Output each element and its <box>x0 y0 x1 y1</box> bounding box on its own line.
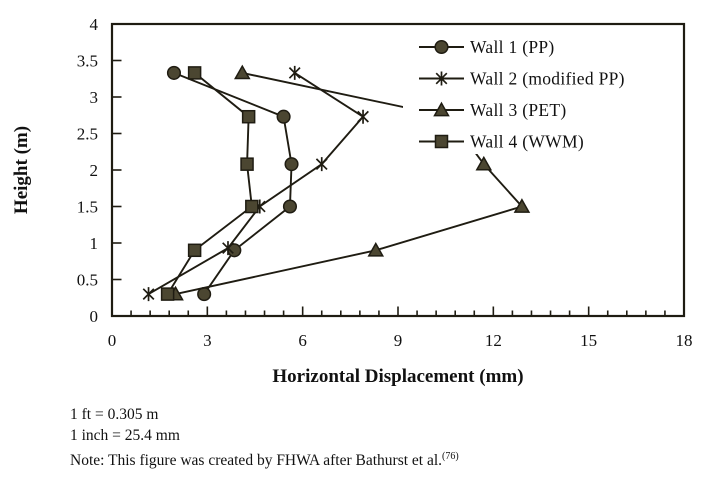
legend <box>403 30 681 154</box>
square-marker <box>189 67 201 79</box>
unit-conversion-ft: 1 ft = 0.305 m <box>70 406 159 423</box>
y-tick-label: 2.5 <box>76 124 98 144</box>
y-tick-label: 4 <box>89 15 98 34</box>
x-tick-label: 12 <box>484 331 502 350</box>
square-marker <box>246 201 258 213</box>
circle-marker <box>168 67 181 80</box>
square-marker <box>162 288 174 300</box>
circle-marker <box>285 158 298 171</box>
square-marker <box>241 158 253 170</box>
legend-label: Wall 1 (PP) <box>470 37 555 57</box>
y-tick-label: 1 <box>89 234 98 253</box>
legend-label: Wall 2 (modified PP) <box>470 68 625 89</box>
legend-label: Wall 3 (PET) <box>470 100 567 120</box>
square-marker <box>243 111 255 123</box>
y-tick-label: 0.5 <box>76 270 98 290</box>
unit-conversion-inch: 1 inch = 25.4 mm <box>70 427 180 444</box>
x-tick-label: 18 <box>675 331 693 350</box>
legend-label: Wall 4 (WWM) <box>470 131 584 152</box>
y-tick-label: 3 <box>89 88 98 107</box>
x-tick-label: 9 <box>393 331 403 350</box>
circle-marker <box>277 110 290 123</box>
square-marker <box>189 244 201 256</box>
figure-notes <box>70 404 728 471</box>
y-tick-label: 1.5 <box>76 197 98 217</box>
x-tick-label: 15 <box>580 331 598 350</box>
x-tick-label: 0 <box>107 331 117 350</box>
square-legend-marker <box>436 136 448 148</box>
y-tick-label: 0 <box>89 307 98 326</box>
x-axis-title: Horizontal Displacement (mm) <box>272 366 524 387</box>
x-tick-label: 6 <box>298 331 307 350</box>
source-note-text: Note: This figure was created by FHWA after Bathurst et al. <box>70 452 443 470</box>
y-axis-labels <box>77 15 99 326</box>
x-tick-label: 3 <box>203 331 212 350</box>
source-note-citation: (76) <box>442 451 459 462</box>
y-tick-label: 2 <box>89 161 98 180</box>
y-axis-title: Height (m) <box>11 125 32 215</box>
x-axis-labels <box>108 331 693 350</box>
y-tick-label: 3.5 <box>76 51 98 71</box>
circle-legend-marker <box>435 41 448 54</box>
circle-marker <box>284 200 297 213</box>
source-note <box>70 446 728 471</box>
